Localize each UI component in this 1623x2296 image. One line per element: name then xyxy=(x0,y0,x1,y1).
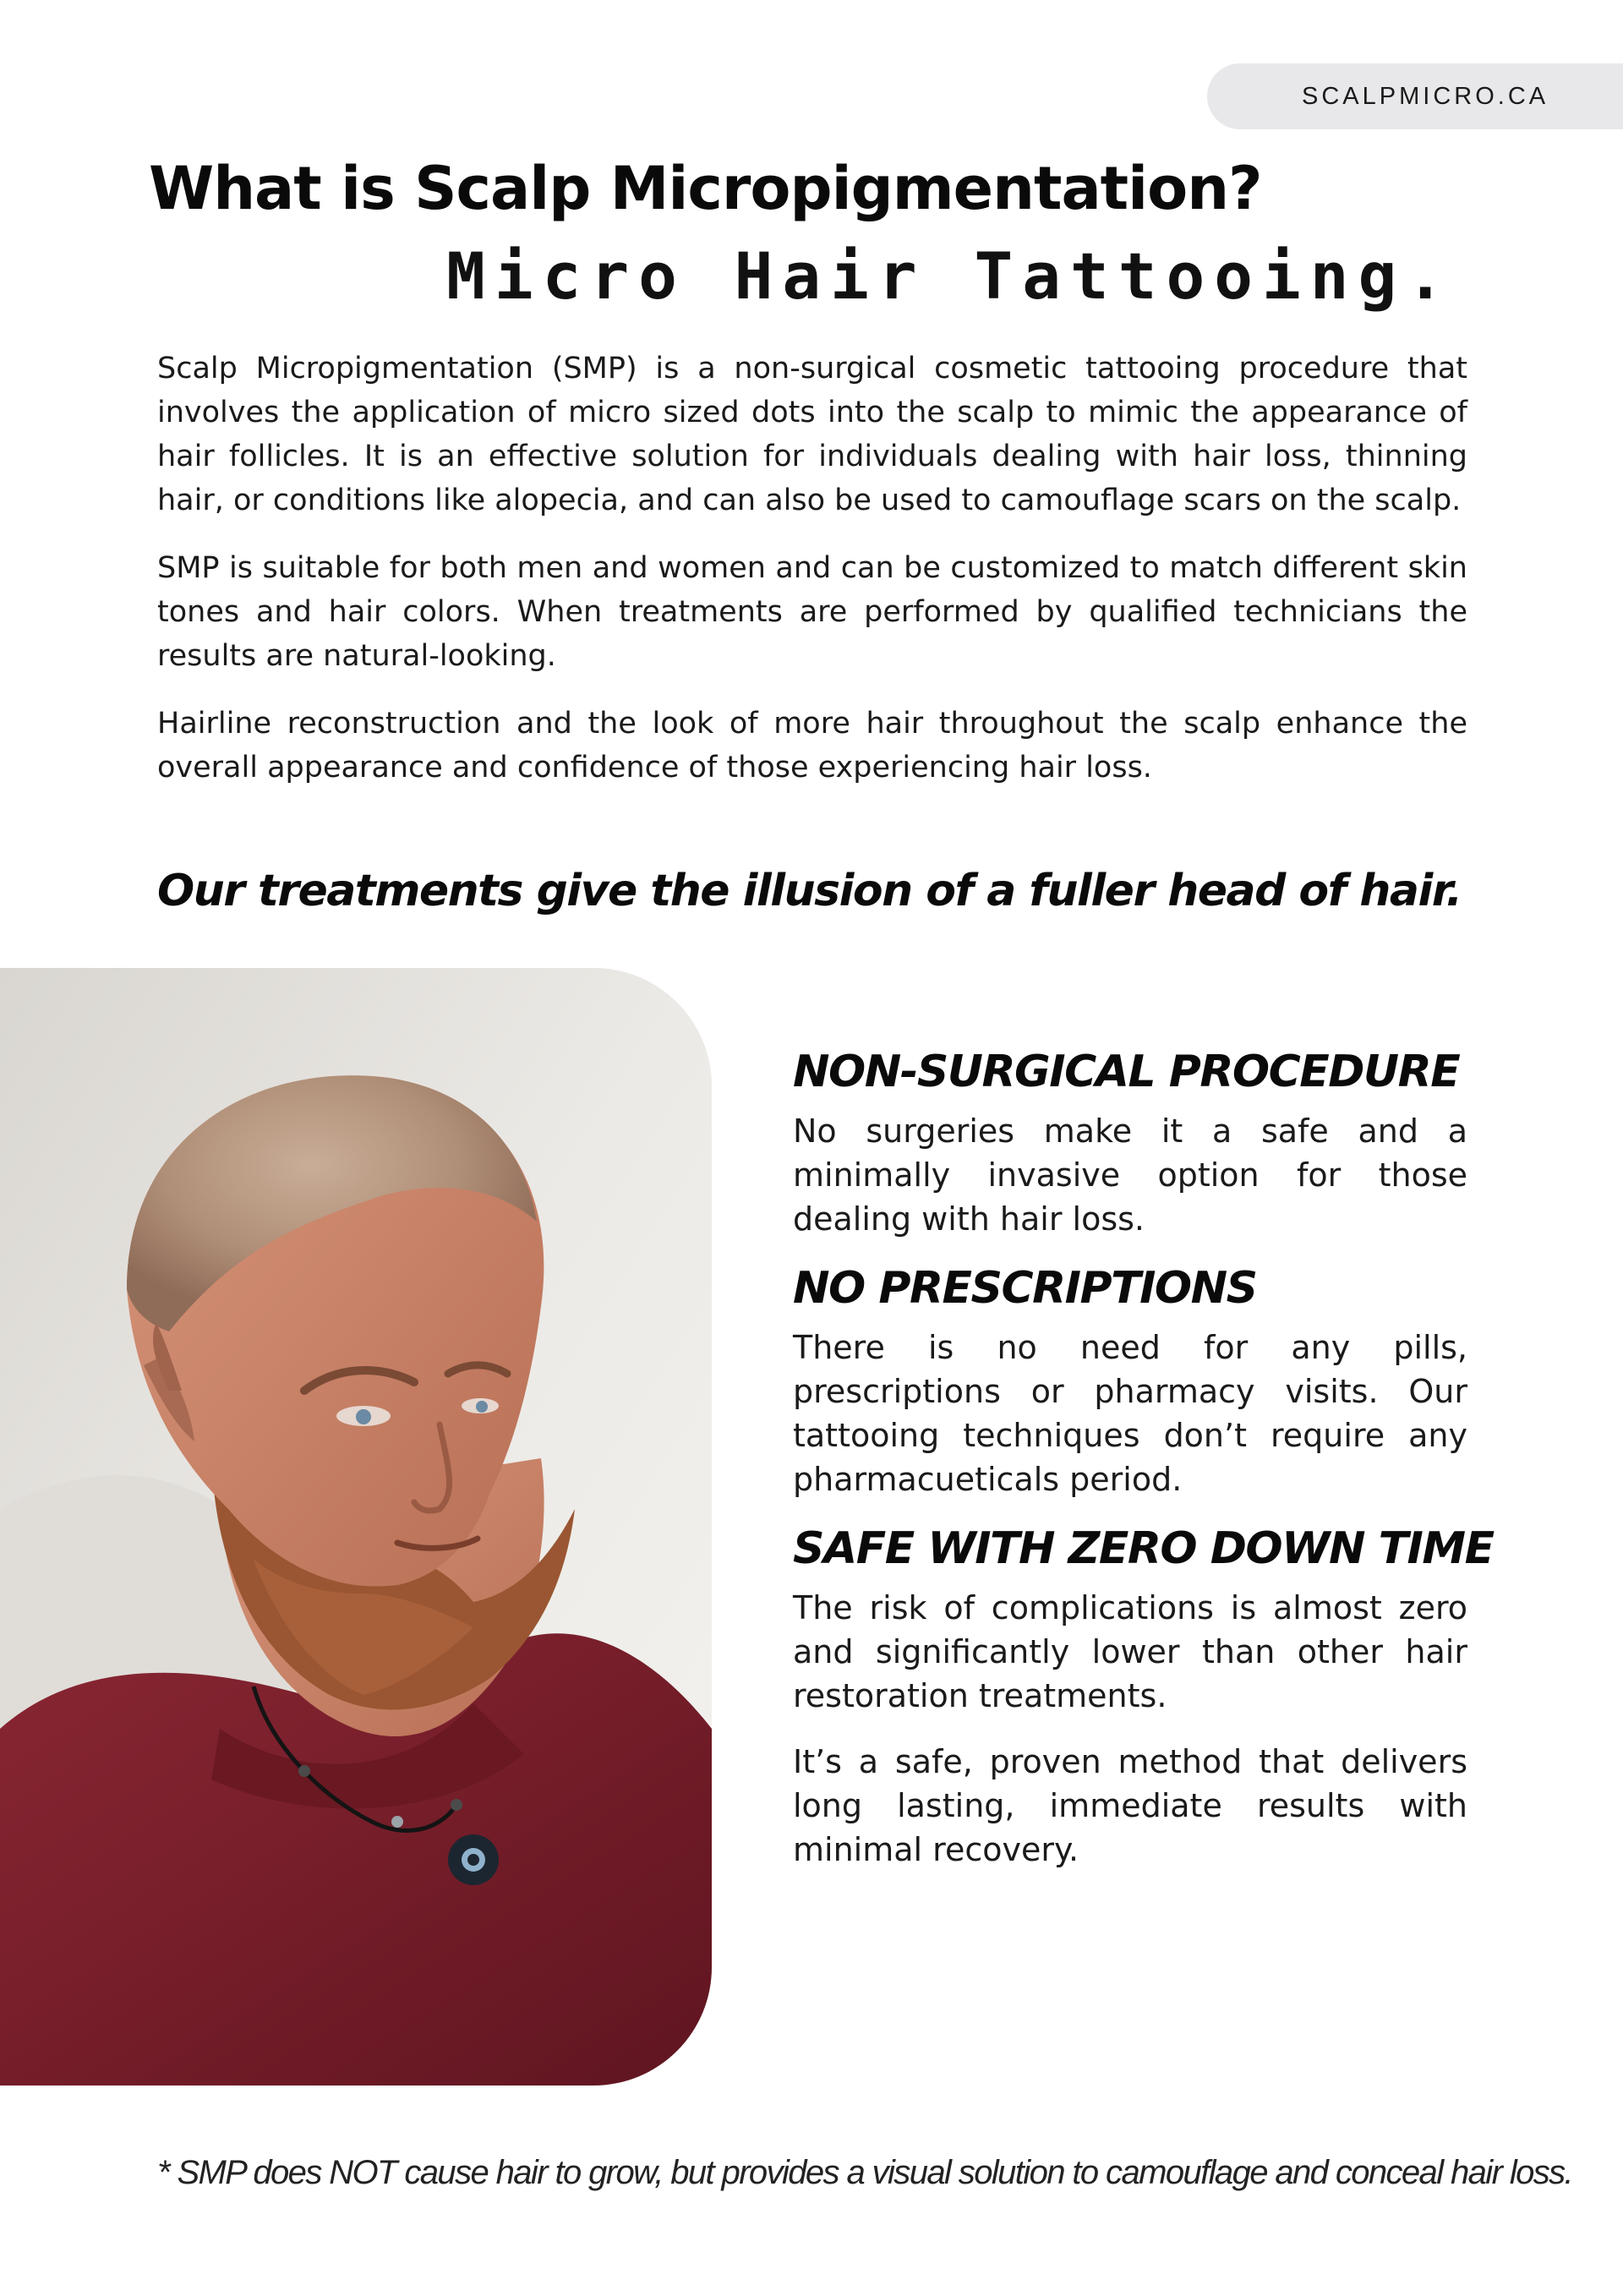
intro-paragraph-1: Scalp Micropigmentation (SMP) is a non-surgical cosmetic tattooing procedure that involves the application of micro sized dots into the scalp to mimic the appearance of hair follicles. It is an effective solution for individuals dealing with hair loss, thinning hair, or conditions like alopecia, and can also be used to camouflage scars on the scalp. xyxy=(157,352,1467,517)
feature-text: There is no need for any pills, prescriptions or pharmacy visits. Our tattooing techniques don’t require any pharmacueticals period. xyxy=(793,1329,1467,1498)
feature-heading: NON-SURGICAL PROCEDURE xyxy=(793,1047,1460,1097)
feature-text: It’s a safe, proven method that delivers long lasting, immediate results with minimal recovery. xyxy=(793,1743,1467,1868)
feature-text: The risk of complications is almost zero and significantly lower than other hair restoration treatments. xyxy=(793,1589,1467,1714)
feature-heading: SAFE WITH ZERO DOWN TIME xyxy=(793,1523,1494,1574)
site-url-text: SCALPMICRO.CA xyxy=(1302,82,1549,110)
tagline: Our treatments give the illusion of a fuller head of hair. xyxy=(157,866,1462,916)
feature-text: No surgeries make it a safe and a minimally invasive option for those dealing with hair loss. xyxy=(793,1112,1467,1238)
intro-paragraph-2: SMP is suitable for both men and women and can be customized to match different skin tones and hair colors. When treatments are performed by qualified technicians the results are natural-looking. xyxy=(157,551,1467,673)
site-url-badge[interactable] xyxy=(1207,63,1623,129)
feature-no-prescriptions xyxy=(793,1263,1467,1501)
feature-heading: NO PRESCRIPTIONS xyxy=(793,1263,1257,1314)
page-subtitle: Micro Hair Tattooing. xyxy=(446,238,1454,314)
intro-paragraph-3: Hairline reconstruction and the look of more hair throughout the scalp enhance the overall appearance and confidence of those experiencing hair loss. xyxy=(157,707,1467,784)
features-list xyxy=(793,1047,1494,1894)
client-photo xyxy=(0,968,712,2086)
footnote: * SMP does NOT cause hair to grow, but provides a visual solution to camouflage and conceal hair loss. xyxy=(157,2154,1573,2191)
intro-section xyxy=(157,347,1467,813)
feature-non-surgical xyxy=(793,1047,1467,1241)
feature-safe-zero-downtime xyxy=(793,1523,1494,1872)
page-title: What is Scalp Micropigmentation? xyxy=(149,154,1262,223)
